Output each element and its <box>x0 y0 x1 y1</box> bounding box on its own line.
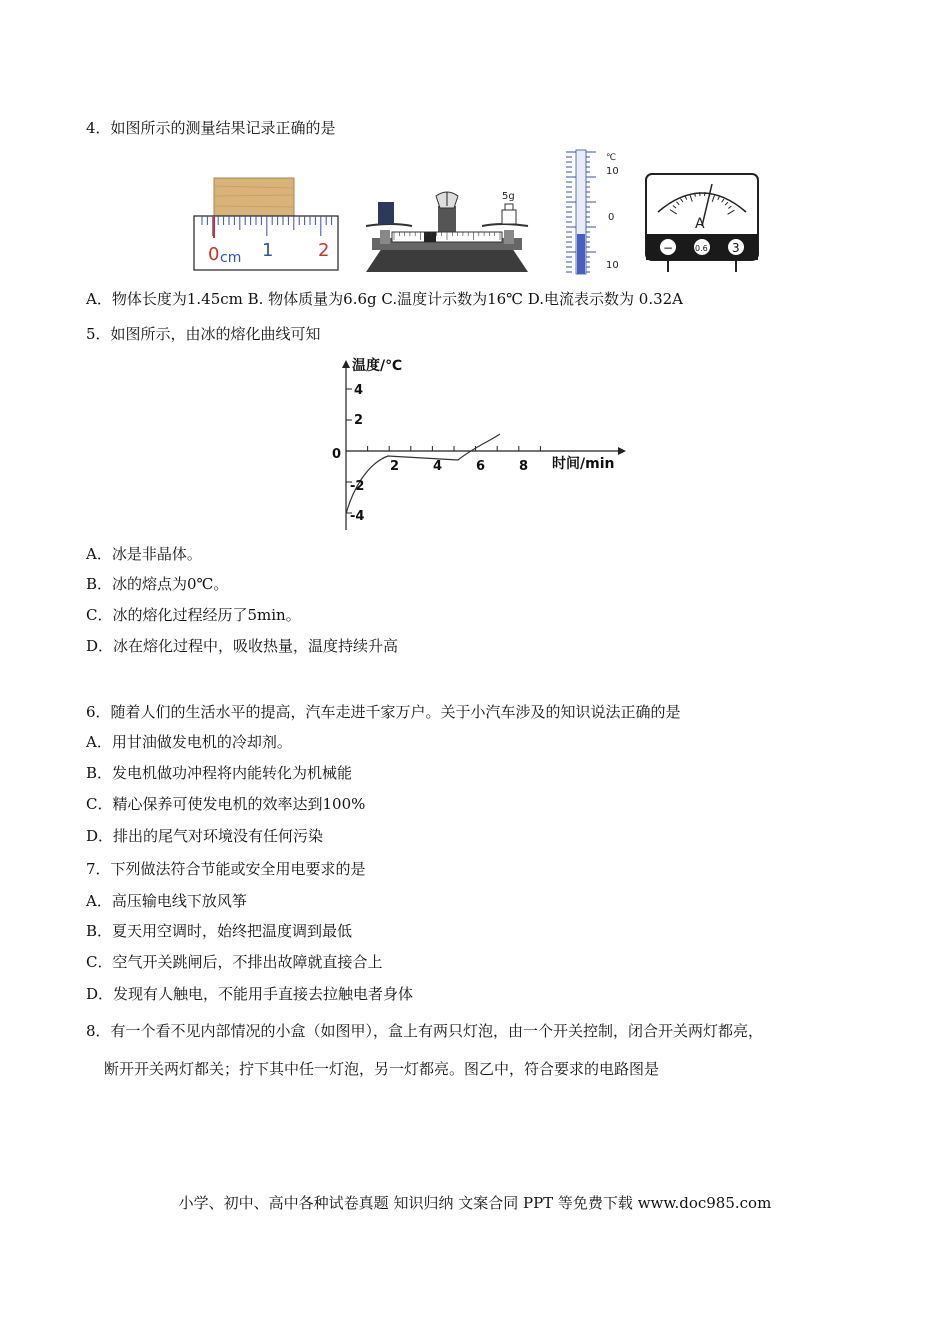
q5-stem: 5．如图所示，由冰的熔化曲线可知 <box>86 325 321 343</box>
ruler-two-label: 2 <box>318 240 330 261</box>
graph-yn4: -4 <box>350 509 365 524</box>
q6-option-c: C．精心保养可使发电机的效率达到100% <box>86 795 366 813</box>
ruler-figure <box>192 176 340 272</box>
q6-option-a: A．用甘油做发电机的冷却剂。 <box>86 733 292 751</box>
graph-x8: 8 <box>519 459 529 474</box>
q5-option-a: A．冰是非晶体。 <box>86 545 202 563</box>
graph-x4: 4 <box>433 459 443 474</box>
q7-option-c: C．空气开关跳闸后，不排出故障就直接合上 <box>86 953 383 971</box>
q7-option-a: A．高压输电线下放风筝 <box>86 892 247 910</box>
graph-x6: 6 <box>476 459 486 474</box>
melting-curve <box>346 434 500 514</box>
q8-line2: 断开开关两灯都关；拧下其中任一灯泡，另一灯都亮。图乙中，符合要求的电路图是 <box>104 1060 660 1078</box>
graph-x2: 2 <box>390 459 400 474</box>
thermo-unit-label: ℃ <box>606 153 617 163</box>
ammeter-06-terminal: 0.6 <box>695 244 708 253</box>
q4-options: A．物体长度为1.45cm B. 物体质量为6.6g C.温度计示数为16℃ D.电流表示数为 0.32A <box>86 290 684 308</box>
ruler-zero-label: 0 <box>208 244 220 265</box>
ammeter-figure <box>644 172 760 276</box>
q6-option-d: D．排出的尾气对环境没有任何污染 <box>86 827 324 845</box>
q6-stem: 6．随着人们的生活水平的提高，汽车走进千家万户。关于小汽车涉及的知识说法正确的是 <box>86 703 681 721</box>
ruler-one-label: 1 <box>262 240 274 261</box>
graph-y2: 2 <box>354 413 364 428</box>
ammeter-3-terminal: 3 <box>732 241 740 255</box>
thermometer-figure <box>562 148 630 276</box>
graph-y4: 4 <box>354 383 364 398</box>
graph-yn2: -2 <box>350 479 365 494</box>
thermo-bottom-label: 10 <box>606 260 619 271</box>
q7-option-b: B．夏天用空调时，始终把温度调到最低 <box>86 922 353 940</box>
mercury-column <box>577 234 585 274</box>
footer-text: 小学、初中、高中各种试卷真题 知识归纳 文案合同 PPT 等免费下载 www.doc985.com <box>178 1194 772 1212</box>
ammeter-minus-terminal: − <box>663 241 674 255</box>
q5-option-d: D．冰在熔化过程中，吸收热量，温度持续升高 <box>86 637 399 655</box>
q7-stem: 7．下列做法符合节能或安全用电要求的是 <box>86 860 366 878</box>
thermo-mid-label: 0 <box>608 212 615 223</box>
graph-origin: 0 <box>332 447 342 462</box>
ammeter-symbol: A <box>695 216 705 232</box>
q6-option-b: B．发电机做功冲程将内能转化为机械能 <box>86 764 353 782</box>
scale-weight-label: 5g <box>502 191 515 202</box>
q7-option-d: D．发现有人触电，不能用手直接去拉触电者身体 <box>86 985 414 1003</box>
thermo-top-label: 10 <box>606 166 619 177</box>
q4-stem: 4．如图所示的测量结果记录正确的是 <box>86 119 336 137</box>
q5-option-b: B．冰的熔点为0℃。 <box>86 575 229 593</box>
balance-figure <box>352 188 542 276</box>
melting-curve-graph <box>328 352 638 536</box>
graph-ylabel: 温度/℃ <box>352 358 403 374</box>
q5-option-c: C．冰的熔化过程经历了5min。 <box>86 606 301 624</box>
ruler-unit-label: cm <box>220 250 242 266</box>
graph-xlabel: 时间/min <box>552 456 615 472</box>
q8-line1: 8．有一个看不见内部情况的小盒（如图甲），盒上有两只灯泡，由一个开关控制，闭合开关两灯都亮， <box>86 1022 764 1040</box>
